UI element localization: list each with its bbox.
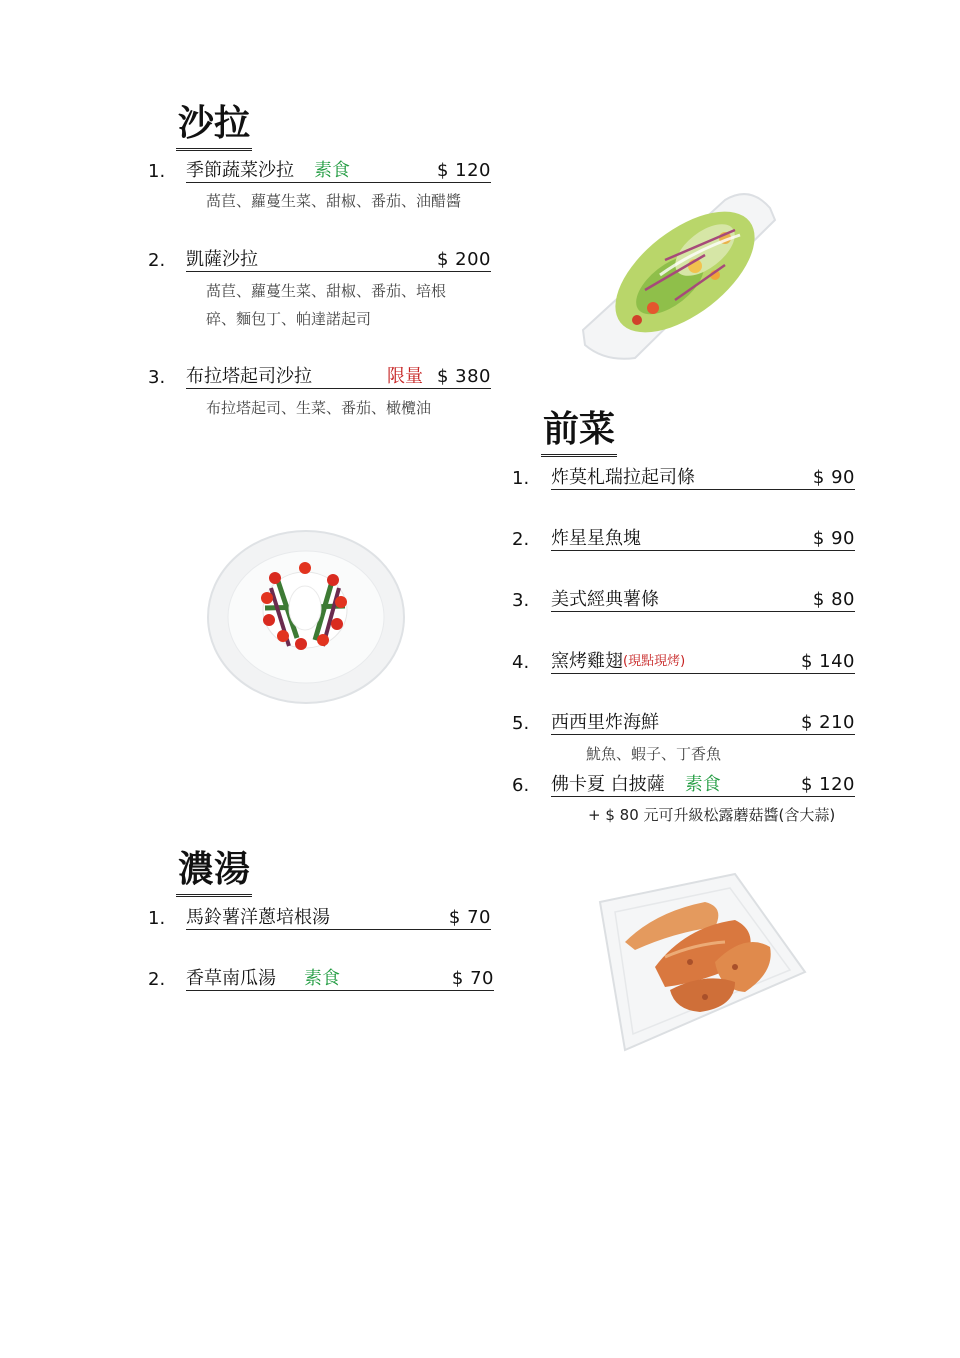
appetizer-item-6-number: 6.: [512, 775, 530, 796]
salad-item-3-price: $ 380: [436, 366, 491, 387]
soup-item-2: [186, 966, 494, 991]
soup-item-2-name: 香草南瓜湯: [186, 968, 276, 989]
soup-item-1: [186, 905, 491, 930]
appetizer-item-2-price: $ 90: [812, 528, 855, 549]
salad-item-2-desc-line-2: 碎、麵包丁、帕達諾起司: [206, 310, 372, 328]
appetizer-item-1-price: $ 90: [812, 467, 855, 488]
appetizer-item-4-price: $ 140: [800, 651, 855, 672]
salad-item-3-desc: 布拉塔起司、生菜、番茄、橄欖油: [206, 399, 432, 417]
soup-item-2-price: $ 70: [451, 968, 494, 989]
salad-item-1-desc: 萵苣、蘿蔓生菜、甜椒、番茄、油醋醬: [206, 192, 462, 210]
appetizer-item-6-name: 佛卡夏 白披薩: [551, 774, 665, 795]
salad-item-2-price: $ 200: [436, 249, 491, 270]
salad-item-1-name: 季節蔬菜沙拉: [186, 160, 294, 181]
appetizer-item-2-name: 炸星星魚塊: [551, 528, 641, 549]
salad-item-3-number: 3.: [148, 367, 166, 388]
appetizer-item-4-name: 窯烤雞翅: [551, 651, 623, 672]
appetizer-item-4-made-to-order-tag: (現點現烤): [623, 654, 686, 669]
soup-item-2-vegetarian-tag: 素食: [304, 968, 340, 989]
appetizer-item-3-number: 3.: [512, 590, 530, 611]
salad-item-3: [186, 364, 491, 389]
appetizer-item-3-name: 美式經典薯條: [551, 589, 659, 610]
appetizer-item-4-number: 4.: [512, 652, 530, 673]
appetizer-item-5-name: 西西里炸海鮮: [551, 712, 659, 733]
appetizer-item-3-price: $ 80: [812, 589, 855, 610]
caprese-plate-photo: [205, 528, 407, 706]
salad-plate-photo: [575, 180, 785, 365]
salad-item-2-desc-line-1: 萵苣、蘿蔓生菜、甜椒、番茄、培根: [206, 282, 447, 300]
chicken-wings-photo: [595, 872, 809, 1052]
soup-item-1-price: $ 70: [448, 907, 491, 928]
appetizer-item-6-vegetarian-tag: 素食: [684, 774, 721, 795]
appetizer-item-5-number: 5.: [512, 713, 530, 734]
appetizer-item-2: [551, 526, 855, 551]
soup-item-2-number: 2.: [148, 969, 166, 990]
appetizer-item-1-name: 炸莫札瑞拉起司條: [551, 467, 695, 488]
appetizer-section-title: 前菜: [541, 410, 617, 457]
salad-item-1-price: $ 120: [436, 160, 491, 181]
appetizer-item-6-price: $ 120: [800, 774, 855, 795]
soup-item-1-number: 1.: [148, 908, 166, 929]
appetizer-item-3: [551, 587, 855, 612]
appetizer-item-5: [551, 710, 855, 735]
appetizer-item-2-number: 2.: [512, 529, 530, 550]
salad-item-2-number: 2.: [148, 250, 166, 271]
soup-item-1-name: 馬鈴薯洋蔥培根湯: [186, 907, 330, 928]
appetizer-item-5-price: $ 210: [800, 712, 855, 733]
salad-item-1-vegetarian-tag: 素食: [314, 160, 350, 181]
appetizer-item-1-number: 1.: [512, 468, 530, 489]
salad-item-3-name: 布拉塔起司沙拉: [186, 366, 312, 387]
salad-item-2: [186, 247, 491, 272]
salad-section-title: 沙拉: [176, 104, 252, 151]
salad-item-1: [186, 158, 491, 183]
salad-item-3-limited-tag: 限量: [386, 366, 423, 387]
salad-item-1-number: 1.: [148, 161, 166, 182]
appetizer-item-6: [551, 772, 855, 797]
appetizer-item-1: [551, 465, 855, 490]
appetizer-item-5-desc: 魷魚、蝦子、丁香魚: [586, 745, 722, 763]
soup-section-title: 濃湯: [176, 850, 252, 897]
appetizer-upgrade-note: + $ 80 元可升級松露蘑菇醬(含大蒜): [588, 806, 836, 824]
salad-item-2-name: 凱薩沙拉: [186, 249, 258, 270]
appetizer-item-4: [551, 649, 855, 674]
